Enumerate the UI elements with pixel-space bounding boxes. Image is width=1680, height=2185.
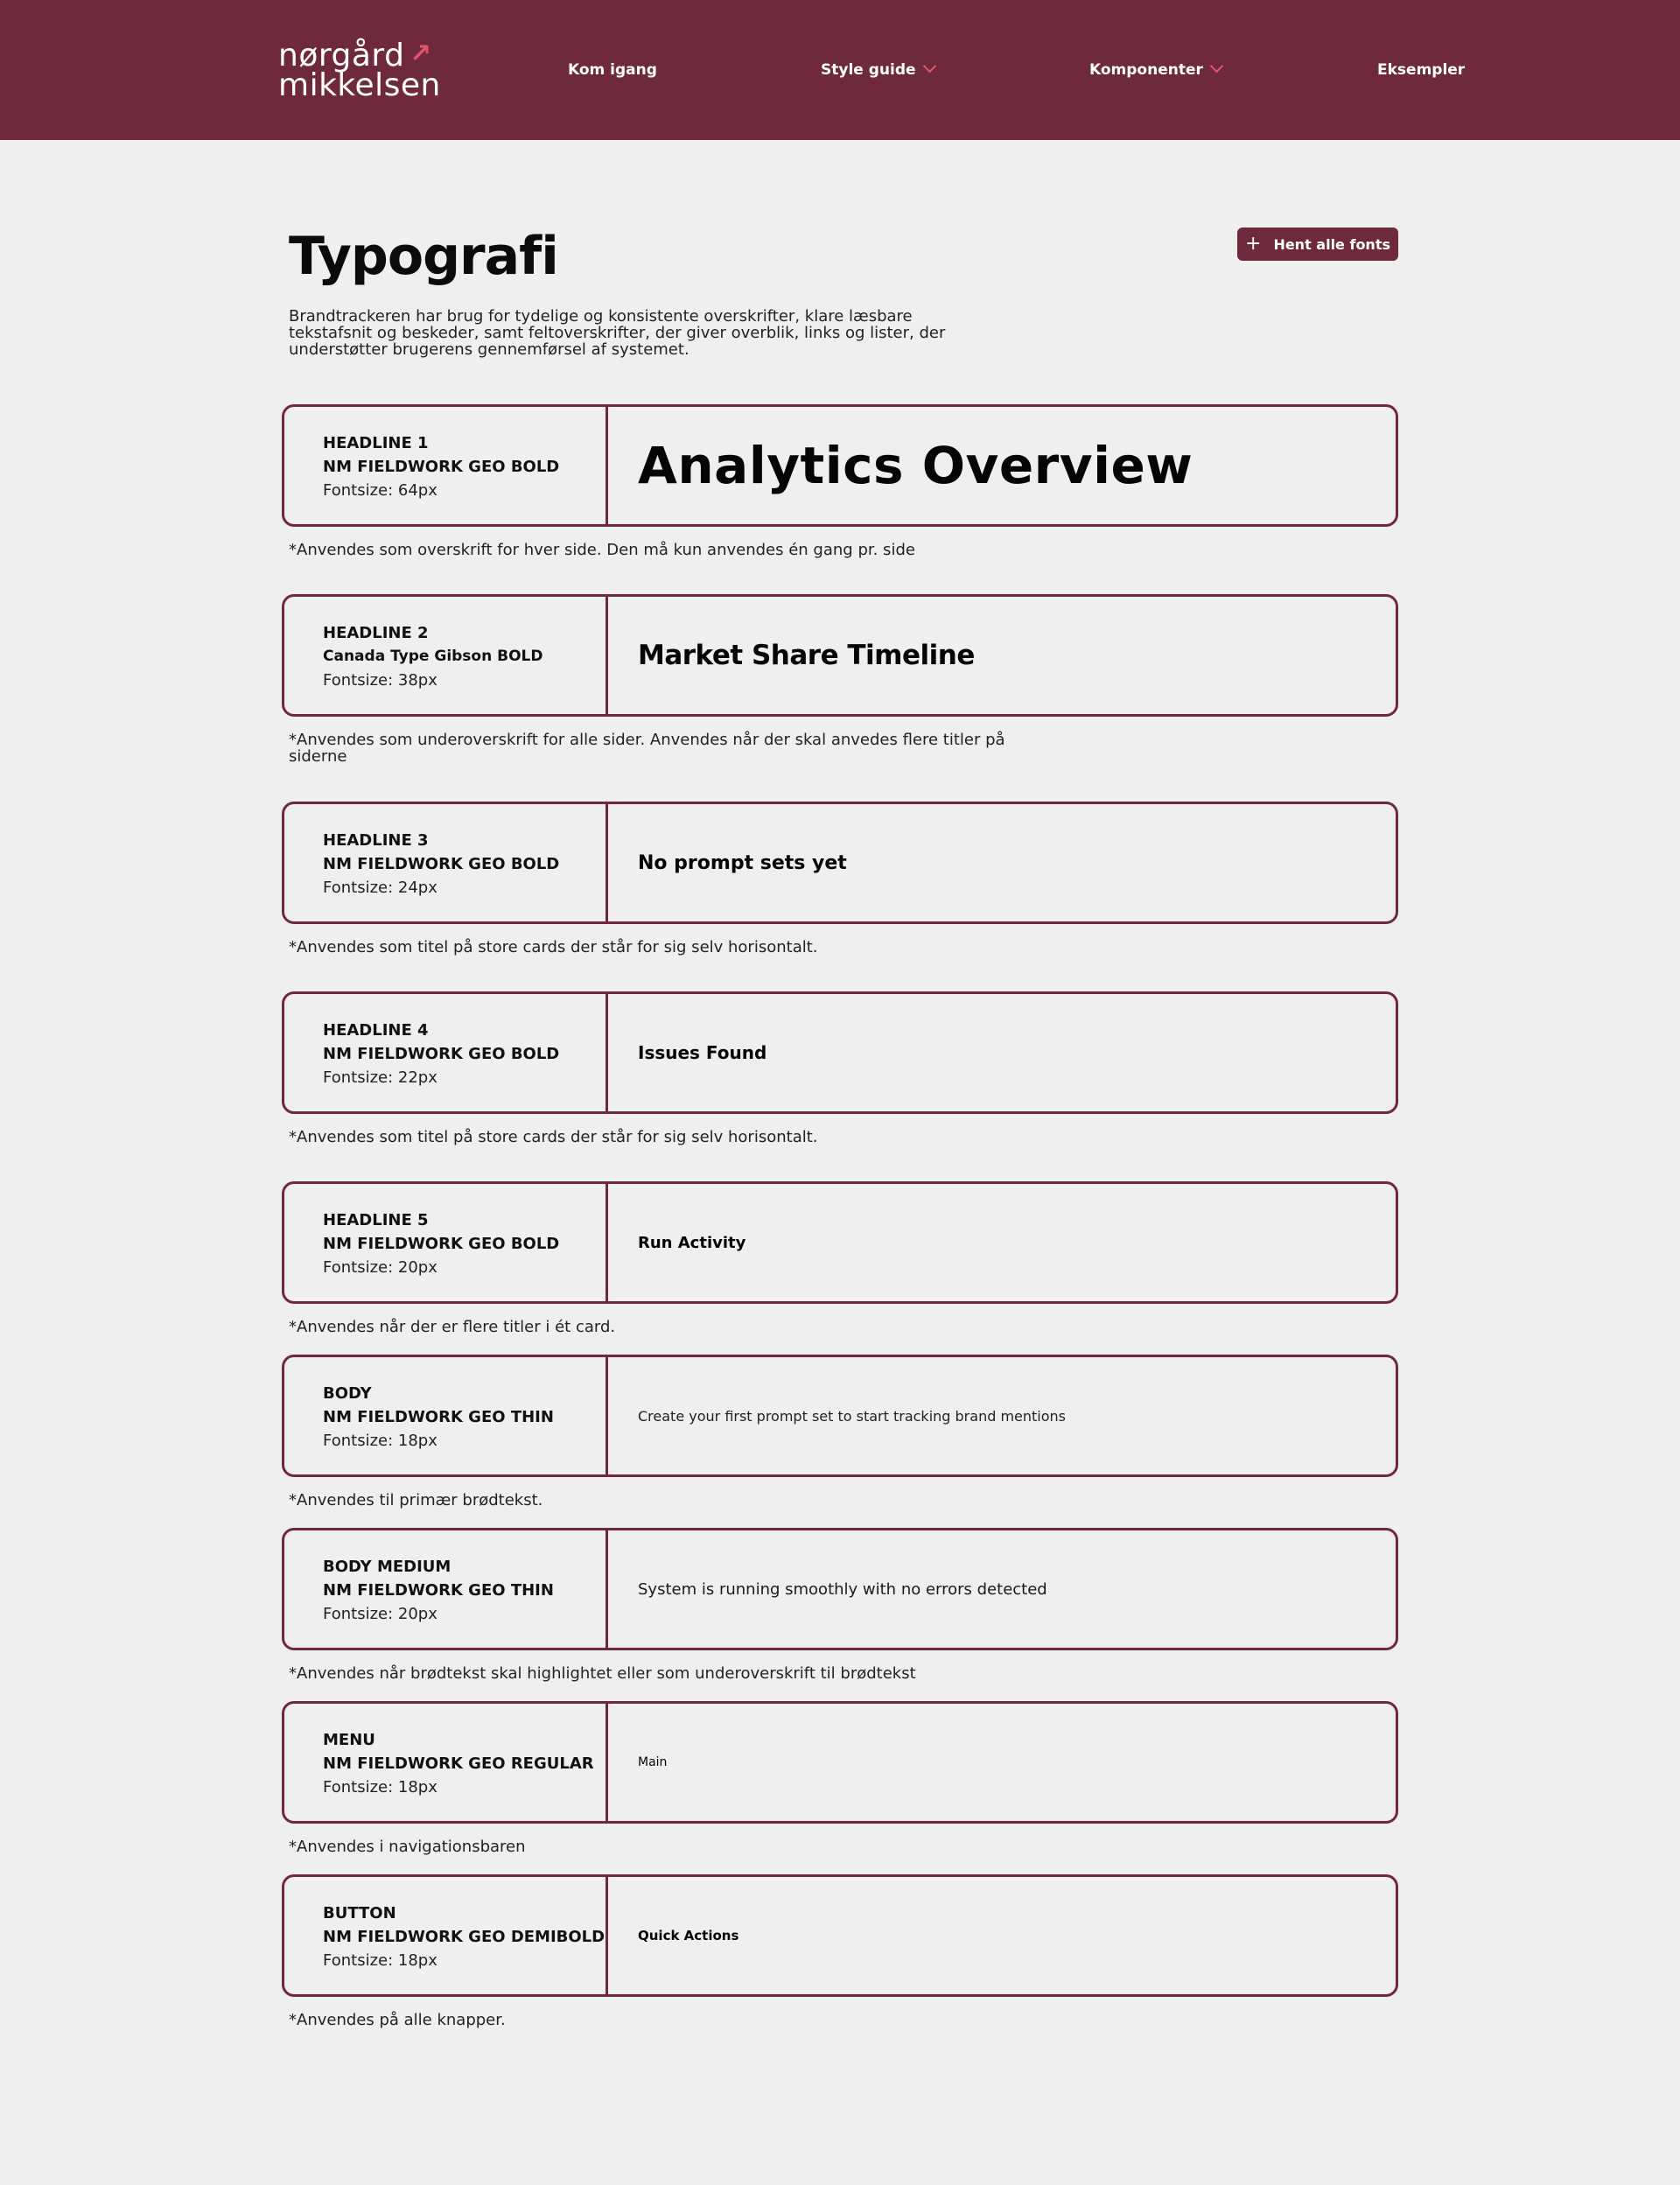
spec-size: Fontsize: 22px — [323, 1068, 438, 1087]
sample-text: Market Share Timeline — [638, 640, 975, 671]
spec-sample — [608, 804, 1396, 921]
spec-size: Fontsize: 64px — [323, 481, 438, 500]
spec-label: HEADLINE 3 — [323, 831, 429, 850]
spec-note: *Anvendes i navigationsbaren — [289, 1838, 526, 1856]
sample-text: Main — [638, 1755, 668, 1769]
spec-sample — [608, 1357, 1396, 1474]
spec-meta — [284, 1530, 608, 1648]
spec-sample — [608, 1530, 1396, 1648]
spec-note: *Anvendes når der er flere titler i ét card. — [289, 1318, 616, 1336]
spec-size: Fontsize: 38px — [323, 671, 438, 690]
spec-note: *Anvendes som underoverskrift for alle sider. Anvendes når der skal anvedes flere titler på siderne — [289, 731, 1005, 766]
sample-text: Create your first prompt set to start tracking brand mentions — [638, 1407, 1066, 1425]
chevron-down-icon — [1210, 60, 1224, 74]
spec-note: *Anvendes som titel på store cards der står for sig selv horisontalt. — [289, 1128, 818, 1146]
top-navigation-bar — [0, 0, 1680, 140]
spec-size: Fontsize: 18px — [323, 1778, 438, 1796]
spec-note: *Anvendes som overskrift for hver side. Den må kun anvendes én gang pr. side — [289, 541, 915, 559]
spec-note: *Anvendes som titel på store cards der står for sig selv horisontalt. — [289, 938, 818, 956]
spec-meta — [284, 407, 608, 524]
spec-sample — [608, 994, 1396, 1111]
sample-text: No prompt sets yet — [638, 851, 847, 874]
spec-sample — [608, 1704, 1396, 1821]
download-all-fonts-label: Hent alle fonts — [1273, 235, 1390, 253]
nav-item-label: Kom igang — [568, 61, 657, 79]
spec-size: Fontsize: 18px — [323, 1951, 438, 1970]
spec-card-headline-1 — [282, 404, 1398, 527]
spec-label: HEADLINE 2 — [323, 624, 429, 642]
spec-label: BUTTON — [323, 1904, 396, 1922]
spec-font: NM FIELDWORK GEO REGULAR — [323, 1754, 594, 1773]
spec-card-body — [282, 1355, 1398, 1477]
nav-item-label: Komponenter — [1089, 61, 1203, 79]
spec-sample — [608, 597, 1396, 714]
spec-card-button — [282, 1874, 1398, 1997]
spec-sample — [608, 1184, 1396, 1301]
spec-font: NM FIELDWORK GEO THIN — [323, 1408, 554, 1426]
spec-card-headline-4 — [282, 991, 1398, 1114]
spec-label: MENU — [323, 1731, 375, 1749]
spec-label: BODY — [323, 1384, 372, 1403]
spec-size: Fontsize: 24px — [323, 879, 438, 897]
download-all-fonts-button[interactable] — [1237, 228, 1398, 261]
page-title: Typografi — [289, 226, 558, 287]
spec-font: NM FIELDWORK GEO BOLD — [323, 1045, 560, 1063]
spec-label: HEADLINE 1 — [323, 434, 429, 452]
spec-sample — [608, 1877, 1396, 1994]
spec-card-headline-3 — [282, 802, 1398, 924]
spec-font: NM FIELDWORK GEO BOLD — [323, 458, 560, 476]
spec-size: Fontsize: 20px — [323, 1258, 438, 1277]
sample-text: Quick Actions — [638, 1928, 739, 1943]
spec-card-headline-5 — [282, 1181, 1398, 1304]
arrow-up-right-icon: ↗ — [410, 39, 432, 69]
spec-card-body-medium — [282, 1528, 1398, 1650]
spec-meta — [284, 994, 608, 1111]
spec-font: NM FIELDWORK GEO THIN — [323, 1581, 554, 1600]
spec-meta — [284, 1184, 608, 1301]
spec-meta — [284, 1877, 608, 1994]
nav-item-label: Eksempler — [1377, 61, 1466, 79]
sample-text: Issues Found — [638, 1042, 767, 1063]
spec-sample — [608, 407, 1396, 524]
sample-text: Analytics Overview — [638, 436, 1194, 495]
sample-text: System is running smoothly with no errors detected — [638, 1579, 1047, 1599]
spec-label: HEADLINE 4 — [323, 1021, 429, 1040]
sample-text: Run Activity — [638, 1233, 746, 1252]
intro-paragraph: Brandtrackeren har brug for tydelige og konsistente overskrifter, klare læsbare tekstafsnit og beskeder, samt feltoverskrifter, der giver overblik, links og lister, der understøtter brugerens gennemførsel af systemet. — [289, 307, 946, 359]
chevron-down-icon — [922, 60, 936, 74]
logo-line-2: mikkelsen — [278, 67, 441, 103]
spec-font: NM FIELDWORK GEO DEMIBOLD — [323, 1928, 606, 1946]
nav-item-komponenter[interactable] — [1089, 61, 1222, 79]
spec-label: HEADLINE 5 — [323, 1211, 429, 1229]
spec-size: Fontsize: 20px — [323, 1605, 438, 1623]
brand-logo[interactable] — [278, 38, 441, 103]
spec-font: NM FIELDWORK GEO BOLD — [323, 1235, 560, 1253]
typography-spec-list — [282, 404, 1398, 2028]
nav-item-style-guide[interactable] — [821, 61, 934, 79]
spec-note: *Anvendes når brødtekst skal highlightet eller som underoverskrift til brødtekst — [289, 1664, 916, 1683]
spec-note: *Anvendes på alle knapper. — [289, 2011, 506, 2029]
logo-line-1: nørgård — [278, 38, 405, 74]
spec-meta — [284, 597, 608, 714]
nav-item-kom-igang[interactable] — [568, 61, 657, 79]
spec-meta — [284, 1357, 608, 1474]
spec-font: NM FIELDWORK GEO BOLD — [323, 855, 560, 873]
nav-item-eksempler[interactable] — [1377, 61, 1465, 79]
spec-meta — [284, 1704, 608, 1821]
plus-icon: + — [1245, 233, 1262, 255]
spec-font: Canada Type Gibson BOLD — [323, 648, 543, 665]
spec-meta — [284, 804, 608, 921]
spec-size: Fontsize: 18px — [323, 1432, 438, 1450]
spec-card-menu — [282, 1701, 1398, 1824]
spec-note: *Anvendes til primær brødtekst. — [289, 1491, 543, 1509]
nav-item-label: Style guide — [821, 61, 916, 79]
spec-label: BODY MEDIUM — [323, 1558, 452, 1576]
spec-card-headline-2 — [282, 594, 1398, 717]
